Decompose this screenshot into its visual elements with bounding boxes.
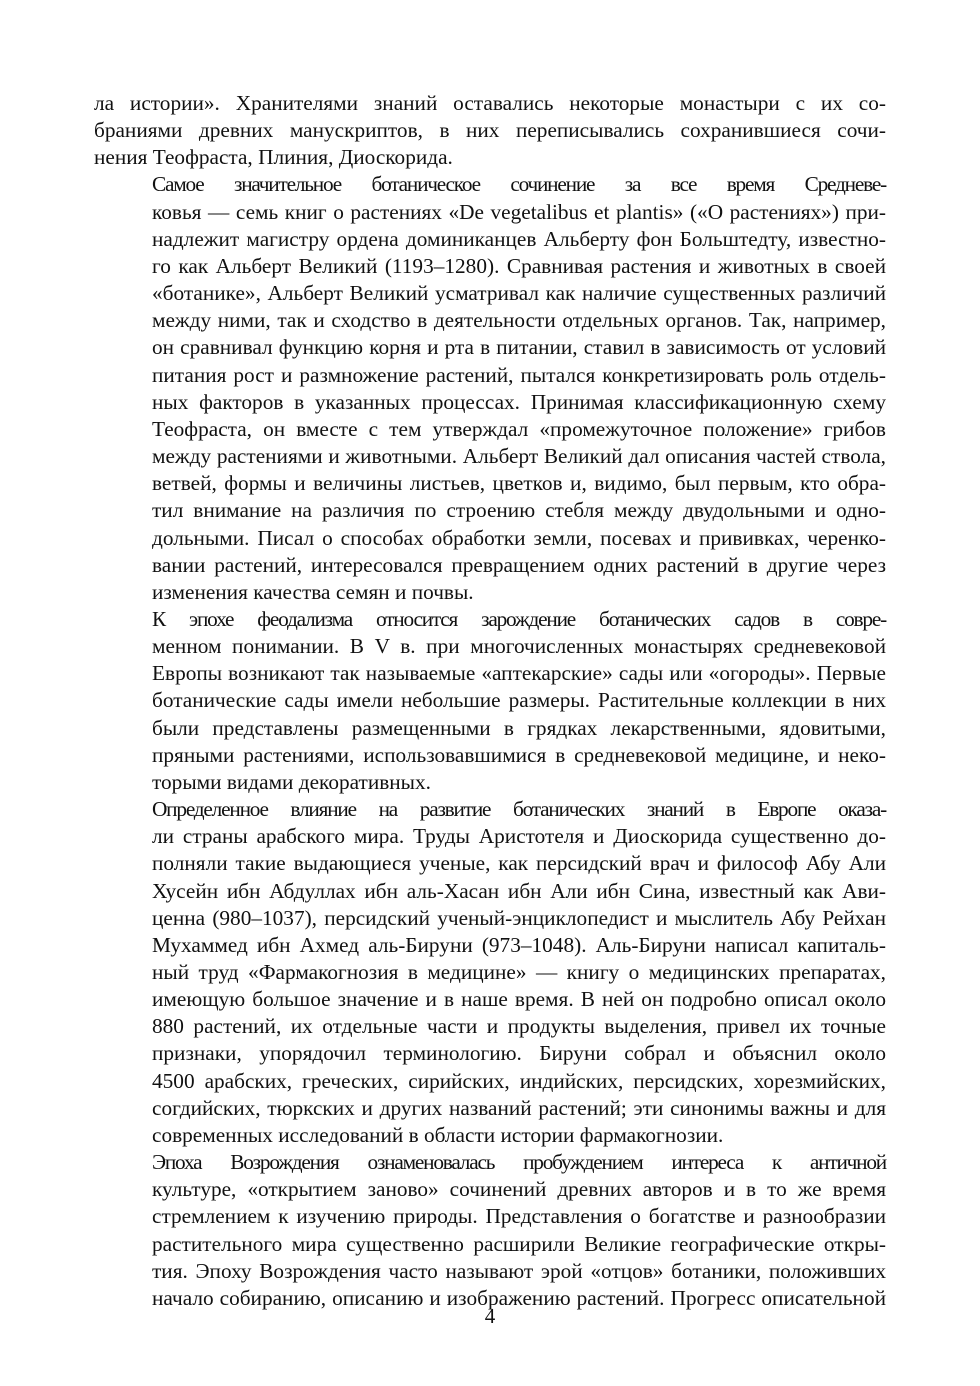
text-line: пряными растениями, использовавшимися в средневековой медицине, и неко- <box>152 742 886 767</box>
text-line: торыми видами декоративных. <box>152 769 431 794</box>
text-line: надлежит магистру ордена доминиканцев Альберту фон Больштедту, известно- <box>152 226 886 251</box>
text-line: К эпохе феодализма относится зарождение ботанических садов в совре- <box>152 606 886 631</box>
text-line: нения Теофраста, Плиния, Диоскорида. <box>94 145 453 170</box>
text-line: он сравнивал функцию корня и рта в питании, ставил в зависимость от условий <box>152 335 886 360</box>
text-line: культуре, «открытием заново» сочинений древних авторов и в то же время <box>152 1177 886 1202</box>
text-line: были представлены размещенными в грядках лекарственными, ядовитыми, <box>152 715 886 740</box>
page-number: 4 <box>484 1304 496 1328</box>
text-line: изменения качества семян и почвы. <box>152 579 474 604</box>
text-line: начало собиранию, описанию и изображению растений. Прогресс описательной <box>152 1285 886 1310</box>
text-line: ценна (980–1037), персидский ученый-энциклопедист и мыслитель Абу Рейхан <box>152 905 886 930</box>
paragraph <box>94 606 886 796</box>
text-line: го как Альберт Великий (1193–1280). Сравнивая растения и животных в своей <box>152 253 886 278</box>
text-line: современных исследований в области истории фармакогнозии. <box>152 1122 724 1147</box>
text-line: Эпоха Возрождения ознаменовалась пробуждением интереса к античной <box>152 1150 886 1175</box>
text-line: ла истории». Хранителями знаний оставались некоторые монастыри с их со- <box>94 91 886 115</box>
text-line: питания рост и размножение растений, пытался конкретизировать роль отдель- <box>152 362 886 387</box>
text-line: ных факторов в указанных процессах. Принимая классификационную схему <box>152 389 886 414</box>
text-line: растительного мира существенно расширили Великие географические откры- <box>152 1231 886 1256</box>
text-line: Самое значительное ботаническое сочинение за все время Средневе- <box>152 172 886 197</box>
text-line: 4500 арабских, греческих, сирийских, индийских, персидских, хорезмийских, <box>152 1068 886 1093</box>
text-line: «ботанике», Альберт Великий усматривал как наличие существенных различий <box>152 281 886 306</box>
text-line: полняли такие выдающиеся ученые, как персидский врач и философ Абу Али <box>152 851 886 876</box>
text-line: признаки, упорядочил терминологию. Бируни собрал и объяснил около <box>152 1041 886 1066</box>
text-column <box>94 90 886 1312</box>
text-line: вании растений, интересовался превращением одних растений в другие через <box>152 552 886 577</box>
text-line: Мухаммед ибн Ахмед аль-Бируни (973–1048). Аль-Бируни написал капиталь- <box>152 932 886 957</box>
paragraph <box>94 90 886 171</box>
text-line: браниями древних манускриптов, в них переписывались сохранившиеся сочи- <box>94 118 886 143</box>
text-line: тил внимание на различия по строению стебля между двудольными и одно- <box>152 498 886 523</box>
text-line: Определенное влияние на развитие ботанических знаний в Европе оказа- <box>152 797 886 822</box>
text-line: тия. Эпоху Возрождения часто называют эрой «отцов» ботаники, положивших <box>152 1258 886 1283</box>
text-line: ли страны арабского мира. Труды Аристотеля и Диоскорида существенно до- <box>152 824 886 849</box>
paragraph <box>94 171 886 606</box>
text-line: Европы возникают так называемые «аптекарские» сады или «огороды». Первые <box>152 661 886 686</box>
text-line: менном понимании. В V в. при многочисленных монастырях средневековой <box>152 634 886 659</box>
paragraph <box>94 1149 886 1312</box>
text-line: ветвей, формы и величины листьев, цветков и, видимо, был первым, кто обра- <box>152 471 886 496</box>
text-line: 880 растений, их отдельные части и продукты выделения, привел их точные <box>152 1014 886 1039</box>
text-line: ный труд «Фармакогнозия в медицине» — книгу о медицинских препаратах, <box>152 960 886 984</box>
paragraph <box>94 796 886 1149</box>
text-line: ботанические сады имели небольшие размеры. Растительные коллекции в них <box>152 688 886 713</box>
text-line: дольными. Писал о способах обработки земли, посевах и прививках, черенко- <box>152 525 886 550</box>
text-line: стремлением к изучению природы. Представления о богатстве и разнообразии <box>152 1204 886 1229</box>
text-line: согдийских, тюркских и других названий растений; эти синонимы важны и для <box>152 1095 886 1120</box>
text-line: между ними, так и сходство в деятельности отдельных органов. Так, например, <box>152 308 886 333</box>
text-line: ковья — семь книг о растениях «De vegetalibus et plantis» («О растениях») при- <box>152 199 886 224</box>
text-line: Хусейн ибн Абдуллах ибн аль-Хасан ибн Али ибн Сина, известный как Ави- <box>152 878 886 903</box>
text-line: имеющую большое значение и в наше время. В ней он подробно описал около <box>152 987 886 1012</box>
text-line: Теофраста, он вместе с тем утверждал «промежуточное положение» грибов <box>152 416 886 441</box>
page-body <box>94 90 886 1312</box>
text-line: между растениями и животными. Альберт Великий дал описания частей ствола, <box>152 444 886 469</box>
